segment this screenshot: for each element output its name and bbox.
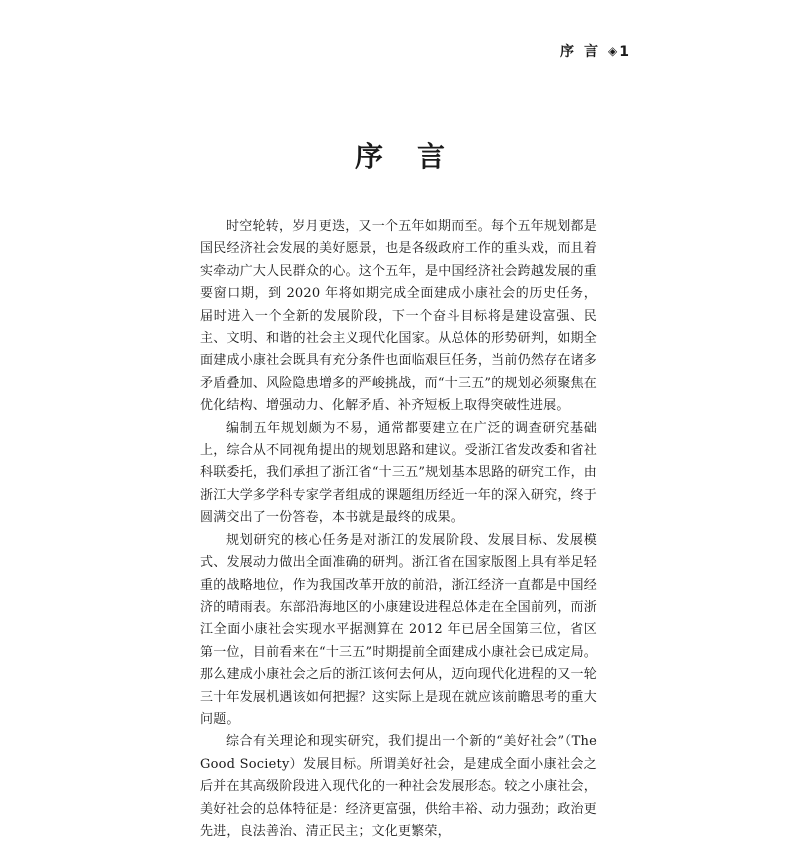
chapter-title: 序言 (354, 140, 479, 173)
paragraph: 综合有关理论和现实研究，我们提出一个新的“美好社会”（The Good Society）发展目标。所谓美好社会，是建成全面小康社会之后并在其高级阶段进入现代化的一种社会发展形态。较之小康社会，美好社会的总体特征是：经济更富强，供给丰裕、动力强劲；政治更先进，良法善治、清正民主；文化更繁荣， (200, 734, 597, 839)
running-header (560, 44, 640, 60)
page-number: 1 (619, 44, 629, 60)
running-header-title: 序言 (560, 44, 608, 60)
body-text (200, 216, 597, 843)
paragraph: 时空轮转，岁月更迭，又一个五年如期而至。每个五年规划都是国民经济社会发展的美好愿景，也是各级政府工作的重头戏，而且着实牵动广大人民群众的心。这个五年，是中国经济社会跨越发展的重要窗口期，到 2020 年将如期完成全面建成小康社会的历史任务，届时进入一个全新的发展阶段，下一个奋斗目标将是建设富强、民主、文明、和谐的社会主义现代化国家。从总体的形势研判，如期全面建成小康社会既具有充分条件也面临艰巨任务，当前仍然存在诸多矛盾叠加、风险隐患增多的严峻挑战，而“十三五”的规划必须聚焦在优化结构、增强动力、化解矛盾、补齐短板上取得突破性进展。 (200, 219, 597, 414)
diamond-ornament-icon: ◈ (608, 44, 618, 58)
paragraph: 规划研究的核心任务是对浙江的发展阶段、发展目标、发展模式、发展动力做出全面准确的研判。浙江省在国家版图上具有举足轻重的战略地位，作为我国改革开放的前沿，浙江经济一直都是中国经济的晴雨表。东部沿海地区的小康建设进程总体走在全国前列，而浙江全面小康社会实现水平据测算在 2012 年已居全国第三位，省区第一位，目前看来在“十三五”时期提前全面建成小康社会已成定局。那么建成小康社会之后的浙江该何去何从，迈向现代化进程的又一轮三十年发展机遇该如何把握？这实际上是现在就应该前瞻思考的重大问题。 (200, 532, 597, 727)
paragraph: 编制五年规划颇为不易，通常都要建立在广泛的调查研究基础上，综合从不同视角提出的规划思路和建议。受浙江省发改委和省社科联委托，我们承担了浙江省“十三五”规划基本思路的研究工作，由浙江大学多学科专家学者组成的课题组历经近一年的深入研究，终于圆满交出了一份答卷，本书就是最终的成果。 (200, 420, 597, 526)
